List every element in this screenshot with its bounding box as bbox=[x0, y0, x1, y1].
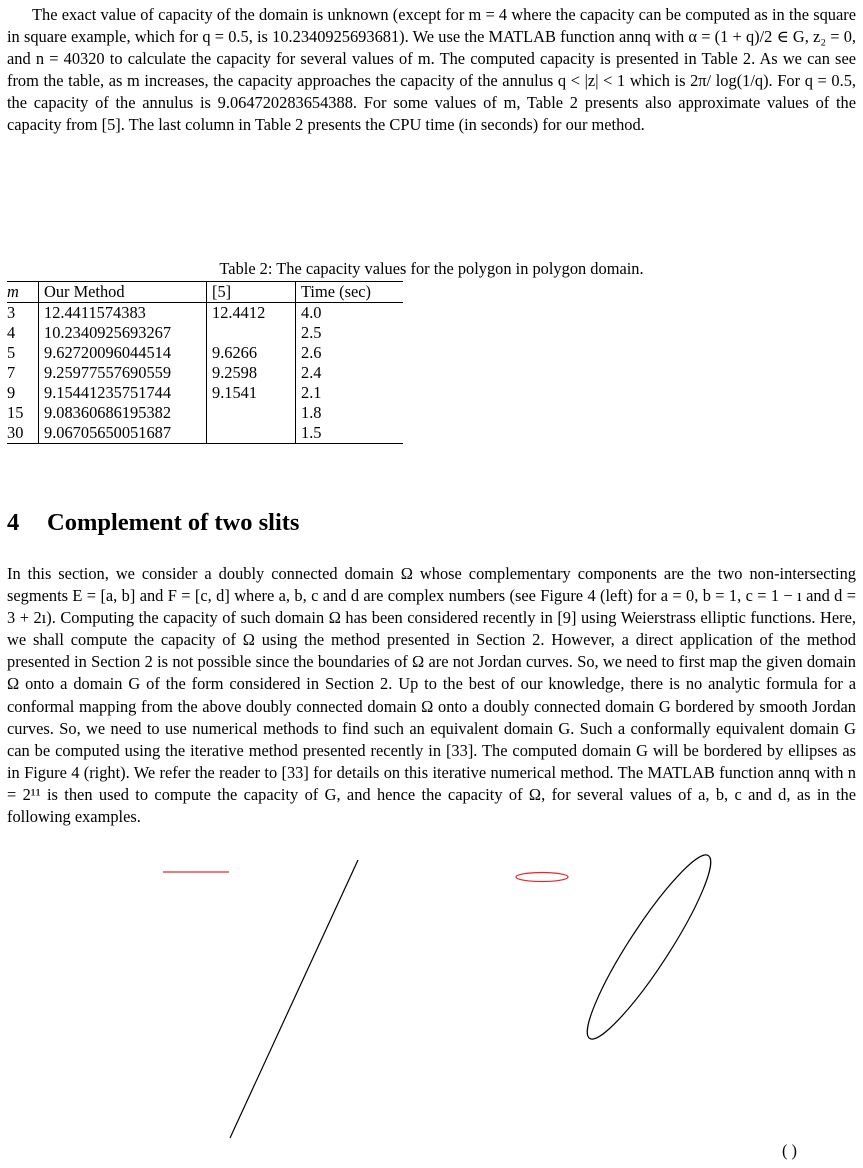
cell-time: 1.8 bbox=[296, 403, 404, 423]
cell-ref: 9.2598 bbox=[207, 363, 296, 383]
cell-time: 1.5 bbox=[296, 423, 404, 444]
table-header-row bbox=[7, 282, 403, 303]
cell-ref bbox=[207, 403, 296, 423]
cell-our-method: 12.4411574383 bbox=[39, 303, 207, 324]
table-row bbox=[7, 383, 403, 403]
header-time: Time (sec) bbox=[296, 282, 404, 303]
cell-ref: 12.4412 bbox=[207, 303, 296, 324]
cell-ref bbox=[207, 323, 296, 343]
figure-partial-label: ( ) bbox=[782, 1141, 798, 1160]
cell-our-method: 9.08360686195382 bbox=[39, 403, 207, 423]
table-caption: Table 2: The capacity values for the polygon in polygon domain. bbox=[219, 259, 644, 278]
intro-paragraph: The exact value of capacity of the domain is unknown (except for m = 4 where the capacity can be computed as in the square in square example, which for q = 0.5, is 10.2340925693681). We use the MATLAB function annq with α = (1 + q)/2 ∈ G, z₂ = 0, and n = 40320 to calculate the capacity for several values of m. The computed capacity is presented in Table 2. As we can see from the table, as m increases, the capacity approaches the capacity of the annulus q < |z| < 1 which is 2π/ log(1/q). For q = 0.5, the capacity of the annulus is 9.064720283654388. For some values of m, Table 2 presents also approximate values of the capacity from [5]. The last column in Table 2 presents the CPU time (in seconds) for our method. bbox=[7, 5, 856, 135]
cell-ref bbox=[207, 423, 296, 444]
cell-time: 2.5 bbox=[296, 323, 404, 343]
cell-m: 9 bbox=[7, 383, 16, 402]
section-paragraph: In this section, we consider a doubly connected domain Ω whose complementary components are the two non-intersecting segments E = [a, b] and F = [c, d] where a, b, c and d are complex numbers (see Figure 4 (left) for a = 0, b = 1, c = 1 − ı and d = 3 + 2ı). Computing the capacity of such domain Ω has been considered recently in [9] using Weierstrass elliptic functions. Here, we shall compute the capacity of Ω using the method presented in Section 2. However, a direct application of the method presented in Section 2 is not possible since the boundaries of Ω are not Jordan curves. So, we need to first map the given domain Ω onto a domain G of the form considered in Section 2. Up to the best of our knowledge, there is no analytic formula for a conformal mapping from the above doubly connected domain Ω onto a doubly connected domain G bordered by smooth Jordan curves. So, we need to use numerical methods to find such an equivalent domain G. Such a conformally equivalent domain G can be computed using the iterative method presented recently in [33]. The computed domain G will be bordered by ellipses as in Figure 4 (right). We refer the reader to [33] for details on this iterative numerical method. The MATLAB function annq with n = 2¹¹ is then used to compute the capacity of G, and hence the capacity of Ω, for several values of a, b, c and d, as in the following examples. bbox=[7, 564, 856, 827]
cell-time: 2.4 bbox=[296, 363, 404, 383]
cell-m: 5 bbox=[7, 343, 16, 362]
table-row bbox=[7, 423, 403, 444]
table-row bbox=[7, 343, 403, 363]
cell-ref: 9.6266 bbox=[207, 343, 296, 363]
cell-m: 7 bbox=[7, 363, 16, 382]
table-row bbox=[7, 363, 403, 383]
section-number: 4 bbox=[7, 509, 20, 536]
header-our-method: Our Method bbox=[39, 282, 207, 303]
cell-m: 30 bbox=[7, 423, 39, 444]
cell-our-method: 9.06705650051687 bbox=[39, 423, 207, 444]
ellipse-black bbox=[573, 845, 725, 1050]
cell-m: 3 bbox=[7, 303, 16, 322]
figure-4 bbox=[0, 820, 863, 1168]
header-ref-5: [5] bbox=[207, 282, 296, 303]
cell-time: 2.6 bbox=[296, 343, 404, 363]
cell-our-method: 9.15441235751744 bbox=[39, 383, 207, 403]
table-row bbox=[7, 403, 403, 423]
cell-our-method: 9.25977557690559 bbox=[39, 363, 207, 383]
capacity-table bbox=[7, 281, 403, 444]
section-title: Complement of two slits bbox=[47, 509, 300, 536]
table-row bbox=[7, 323, 403, 343]
cell-time: 2.1 bbox=[296, 383, 404, 403]
cell-our-method: 10.2340925693267 bbox=[39, 323, 207, 343]
cell-m: 15 bbox=[7, 403, 24, 422]
cell-ref: 9.1541 bbox=[207, 383, 296, 403]
cell-m: 4 bbox=[7, 323, 16, 342]
ellipse-red bbox=[516, 873, 568, 882]
cell-our-method: 9.62720096044514 bbox=[39, 343, 207, 363]
table-row bbox=[7, 303, 403, 324]
slit-f-black bbox=[230, 860, 358, 1138]
figure-4-plots bbox=[0, 820, 863, 1168]
section-heading bbox=[7, 507, 299, 539]
cell-time: 4.0 bbox=[296, 303, 404, 324]
header-m: m bbox=[7, 282, 39, 303]
